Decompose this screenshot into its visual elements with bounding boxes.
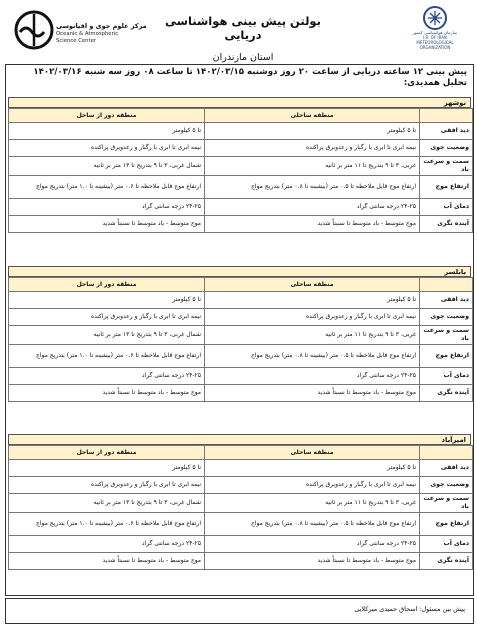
table-row bbox=[9, 157, 473, 176]
table-row bbox=[9, 553, 473, 570]
offshore-cell: موج متوسط - باد متوسط تا نسبتاً شدید bbox=[9, 216, 205, 233]
row-label: دمای آب bbox=[420, 199, 473, 216]
table-row bbox=[9, 216, 473, 233]
ocean-center-name-en: Oceanic & Atmospheric Science Center bbox=[56, 31, 119, 44]
table-row bbox=[9, 513, 473, 536]
table-row bbox=[9, 326, 473, 345]
table-header-row bbox=[9, 446, 473, 460]
section-title: امیرآباد bbox=[8, 434, 471, 445]
synoptic-analysis-label: تحلیل همدیدی: bbox=[403, 78, 467, 88]
title-block bbox=[158, 14, 328, 63]
coastal-cell: غربی، ۳ تا ۹ بتدریج تا ۱۱ متر بر ثانیه bbox=[205, 494, 420, 513]
forecast-frame bbox=[5, 64, 474, 596]
section-nowshahr bbox=[8, 97, 471, 233]
table-row bbox=[9, 368, 473, 385]
offshore-cell: شمال غربی، ۳ تا ۹ بتدریج تا ۱۳ متر بر ثانیه bbox=[9, 157, 205, 176]
table-row bbox=[9, 199, 473, 216]
section-babolsar bbox=[8, 266, 471, 402]
table-row bbox=[9, 123, 473, 140]
row-label: وضعیت جوی bbox=[420, 477, 473, 494]
table-row bbox=[9, 292, 473, 309]
coastal-cell: ارتفاع موج قابل ملاحظه تا ۰.۵ متر (بیشینه تا ۰.۸ متر) بتدریج مواج bbox=[205, 176, 420, 199]
coastal-cell: موج متوسط - باد متوسط تا نسبتاً شدید bbox=[205, 216, 420, 233]
table-row bbox=[9, 309, 473, 326]
row-label: آینده نگری bbox=[420, 553, 473, 570]
forecaster-name: پیش بین مسئول: اسحاق حمیدی میرکلایی bbox=[354, 605, 465, 613]
coastal-cell: تا ۵ کیلومتر bbox=[205, 460, 420, 477]
table-corner-cell bbox=[420, 446, 473, 460]
row-label: دید افقی bbox=[420, 123, 473, 140]
offshore-cell: ارتفاع موج قابل ملاحظه تا ۰.۶ متر (بیشینه تا ۱.۰ متر) بتدریج مواج bbox=[9, 513, 205, 536]
bulletin-header bbox=[8, 4, 469, 66]
row-label: سمت و سرعت باد bbox=[420, 326, 473, 345]
offshore-cell: تا ۵ کیلومتر bbox=[9, 123, 205, 140]
row-label: آینده نگری bbox=[420, 216, 473, 233]
coastal-column-header: منطقه ساحلی bbox=[205, 109, 420, 123]
offshore-cell: ۲۴-۲۵ درجه سانتی گراد bbox=[9, 536, 205, 553]
coastal-cell: غربی، ۳ تا ۹ بتدریج تا ۱۱ متر بر ثانیه bbox=[205, 157, 420, 176]
table-row bbox=[9, 140, 473, 157]
coastal-cell: موج متوسط - باد متوسط تا نسبتاً شدید bbox=[205, 553, 420, 570]
offshore-cell: تا ۵ کیلومتر bbox=[9, 460, 205, 477]
ocean-wave-icon bbox=[14, 10, 54, 50]
table-row bbox=[9, 385, 473, 402]
offshore-cell: شمال غربی، ۳ تا ۹ بتدریج تا ۱۳ متر بر ثانیه bbox=[9, 494, 205, 513]
row-label: ارتفاع موج bbox=[420, 345, 473, 368]
row-label: سمت و سرعت باد bbox=[420, 157, 473, 176]
offshore-column-header: منطقه دور از ساحل bbox=[9, 446, 205, 460]
offshore-cell: تا ۵ کیلومتر bbox=[9, 292, 205, 309]
forecast-table bbox=[8, 108, 473, 233]
table-row bbox=[9, 477, 473, 494]
coastal-cell: غربی، ۳ تا ۹ بتدریج تا ۱۱ متر بر ثانیه bbox=[205, 326, 420, 345]
row-label: دمای آب bbox=[420, 536, 473, 553]
row-label: آینده نگری bbox=[420, 385, 473, 402]
row-label: ارتفاع موج bbox=[420, 176, 473, 199]
row-label: دید افقی bbox=[420, 292, 473, 309]
table-row bbox=[9, 494, 473, 513]
coastal-cell: ارتفاع موج قابل ملاحظه تا ۰.۵ متر (بیشینه تا ۰.۸ متر) بتدریج مواج bbox=[205, 513, 420, 536]
forecast-table bbox=[8, 445, 473, 570]
section-title: بابلسر bbox=[8, 266, 471, 277]
forecast-intro bbox=[12, 67, 467, 88]
offshore-cell: ۲۴-۲۵ درجه سانتی گراد bbox=[9, 368, 205, 385]
forecast-table bbox=[8, 277, 473, 402]
coastal-cell: نیمه ابری تا ابری با رگبار و رعدوبرق پراکنده bbox=[205, 477, 420, 494]
table-row bbox=[9, 176, 473, 199]
table-header-row bbox=[9, 278, 473, 292]
coastal-cell: ۲۴-۲۵ درجه سانتی گراد bbox=[205, 199, 420, 216]
bulletin-footer bbox=[5, 598, 474, 624]
ocean-center-logo bbox=[10, 8, 160, 64]
offshore-cell: شمال غربی، ۳ تا ۹ بتدریج تا ۱۳ متر بر ثانیه bbox=[9, 326, 205, 345]
coastal-cell: موج متوسط - باد متوسط تا نسبتاً شدید bbox=[205, 385, 420, 402]
coastal-cell: نیمه ابری تا ابری با رگبار و رعدوبرق پراکنده bbox=[205, 309, 420, 326]
row-label: وضعیت جوی bbox=[420, 140, 473, 157]
offshore-cell: موج متوسط - باد متوسط تا نسبتاً شدید bbox=[9, 385, 205, 402]
coastal-cell: ارتفاع موج قابل ملاحظه تا ۰.۵ متر (بیشینه تا ۰.۸ متر) بتدریج مواج bbox=[205, 345, 420, 368]
row-label: وضعیت جوی bbox=[420, 309, 473, 326]
offshore-cell: نیمه ابری تا ابری با رگبار و رعدوبرق پراکنده bbox=[9, 477, 205, 494]
offshore-cell: نیمه ابری تا ابری با رگبار و رعدوبرق پراکنده bbox=[9, 140, 205, 157]
table-header-row bbox=[9, 109, 473, 123]
met-org-name-fa: سازمان هواشناسی کشور bbox=[412, 30, 458, 35]
offshore-cell: نیمه ابری تا ابری با رگبار و رعدوبرق پراکنده bbox=[9, 309, 205, 326]
met-org-name-en: I.R. OF IRAN METEOROLOGICAL ORGANIZATION bbox=[416, 35, 454, 50]
offshore-cell: ارتفاع موج قابل ملاحظه تا ۰.۶ متر (بیشینه تا ۱.۰ متر) بتدریج مواج bbox=[9, 345, 205, 368]
offshore-column-header: منطقه دور از ساحل bbox=[9, 109, 205, 123]
province-subtitle: استان مازندران bbox=[212, 52, 274, 63]
coastal-column-header: منطقه ساحلی bbox=[205, 446, 420, 460]
met-org-emblem-icon bbox=[421, 6, 449, 30]
table-row bbox=[9, 536, 473, 553]
bulletin-title: بولتن پیش بینی هواشناسی دریایی bbox=[165, 14, 321, 42]
table-row bbox=[9, 460, 473, 477]
section-amirabad bbox=[8, 434, 471, 570]
offshore-cell: موج متوسط - باد متوسط تا نسبتاً شدید bbox=[9, 553, 205, 570]
table-corner-cell bbox=[420, 278, 473, 292]
coastal-cell: ۲۴-۲۵ درجه سانتی گراد bbox=[205, 536, 420, 553]
section-title: نوشهر bbox=[8, 97, 471, 108]
table-row bbox=[9, 345, 473, 368]
coastal-cell: ۲۴-۲۵ درجه سانتی گراد bbox=[205, 368, 420, 385]
offshore-column-header: منطقه دور از ساحل bbox=[9, 278, 205, 292]
row-label: دمای آب bbox=[420, 368, 473, 385]
coastal-cell: تا ۵ کیلومتر bbox=[205, 292, 420, 309]
table-corner-cell bbox=[420, 109, 473, 123]
coastal-column-header: منطقه ساحلی bbox=[205, 278, 420, 292]
offshore-cell: ۲۴-۲۵ درجه سانتی گراد bbox=[9, 199, 205, 216]
coastal-cell: تا ۵ کیلومتر bbox=[205, 123, 420, 140]
forecast-period: پیش بینی ۱۲ ساعته دریایی از ساعت ۲۰ روز دوشنبه ۱۴۰۲/۰۳/۱۵ تا ساعت ۰۸ روز سه شنبه ۱۴۰۲/۰۳/۱۶ bbox=[33, 67, 467, 77]
row-label: دید افقی bbox=[420, 460, 473, 477]
offshore-cell: ارتفاع موج قابل ملاحظه تا ۰.۶ متر (بیشینه تا ۱.۰ متر) بتدریج مواج bbox=[9, 176, 205, 199]
row-label: ارتفاع موج bbox=[420, 513, 473, 536]
row-label: سمت و سرعت باد bbox=[420, 494, 473, 513]
meteorological-org-logo bbox=[403, 6, 467, 66]
coastal-cell: نیمه ابری تا ابری با رگبار و رعدوبرق پراکنده bbox=[205, 140, 420, 157]
ocean-center-name-fa: مرکز علوم جوی و اقیانوسی bbox=[56, 22, 147, 30]
